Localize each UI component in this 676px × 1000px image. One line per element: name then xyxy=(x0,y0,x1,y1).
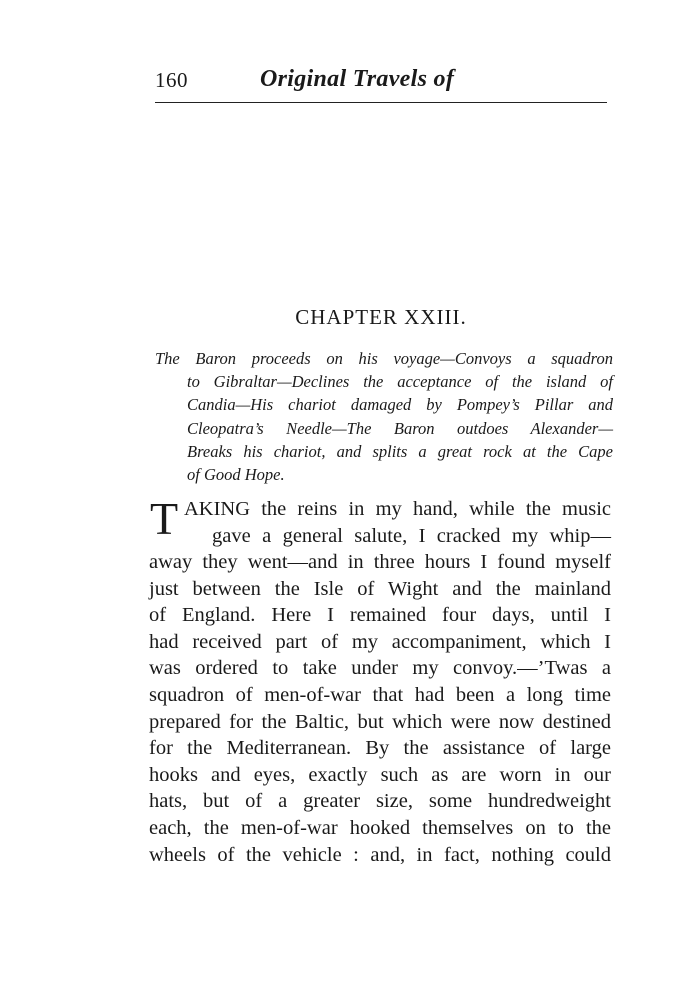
synopsis-line: The Baron proceeds on his voyage—Convoys a squadron xyxy=(155,349,613,368)
chapter-synopsis xyxy=(155,347,613,486)
body-paragraph xyxy=(149,549,611,868)
synopsis-line: Cleopatra’s Needle—The Baron outdoes Alexander— xyxy=(187,418,613,438)
synopsis-line: Candia—His chariot damaged by Pompey’s Pillar and xyxy=(187,395,613,415)
synopsis-line: of Good Hope. xyxy=(187,465,285,485)
body-line: wheels of the vehicle : and, in fact, nothing could xyxy=(149,843,611,866)
body-line: hats, but of a greater size, some hundredweight xyxy=(149,790,611,813)
body-line: squadron of men-of-war that had been a long time xyxy=(149,683,611,706)
header-rule xyxy=(155,102,607,103)
running-header xyxy=(155,66,607,102)
body-line: away they went—and in three hours I found myself xyxy=(149,551,611,573)
body-line: prepared for the Baltic, but which were now destined xyxy=(149,710,611,733)
body-line: was ordered to take under my convoy.—’Twas a xyxy=(149,657,611,680)
body-line: of England. Here I remained four days, until I xyxy=(149,604,611,627)
synopsis-line: to Gibraltar—Declines the acceptance of the island of xyxy=(187,372,613,392)
body-line: each, the men-of-war hooked themselves on to the xyxy=(149,816,611,839)
body-line: just between the Isle of Wight and the mainland xyxy=(149,577,611,600)
body-line: AKING the reins in my hand, while the music xyxy=(184,498,611,520)
page-number: 160 xyxy=(155,68,188,92)
drop-cap: T xyxy=(150,493,179,544)
chapter-heading: CHAPTER XXIII. xyxy=(295,305,467,329)
body-line: for the Mediterranean. By the assistance of large xyxy=(149,737,611,760)
running-title: Original Travels of xyxy=(260,66,455,92)
body-line: hooks and eyes, exactly such as are worn in our xyxy=(149,763,611,786)
body-line: had received part of my accompaniment, which I xyxy=(149,630,611,653)
body-line: gave a general salute, I cracked my whip— xyxy=(212,525,611,547)
synopsis-line: Breaks his chariot, and splits a great rock at the Cape xyxy=(187,441,613,461)
